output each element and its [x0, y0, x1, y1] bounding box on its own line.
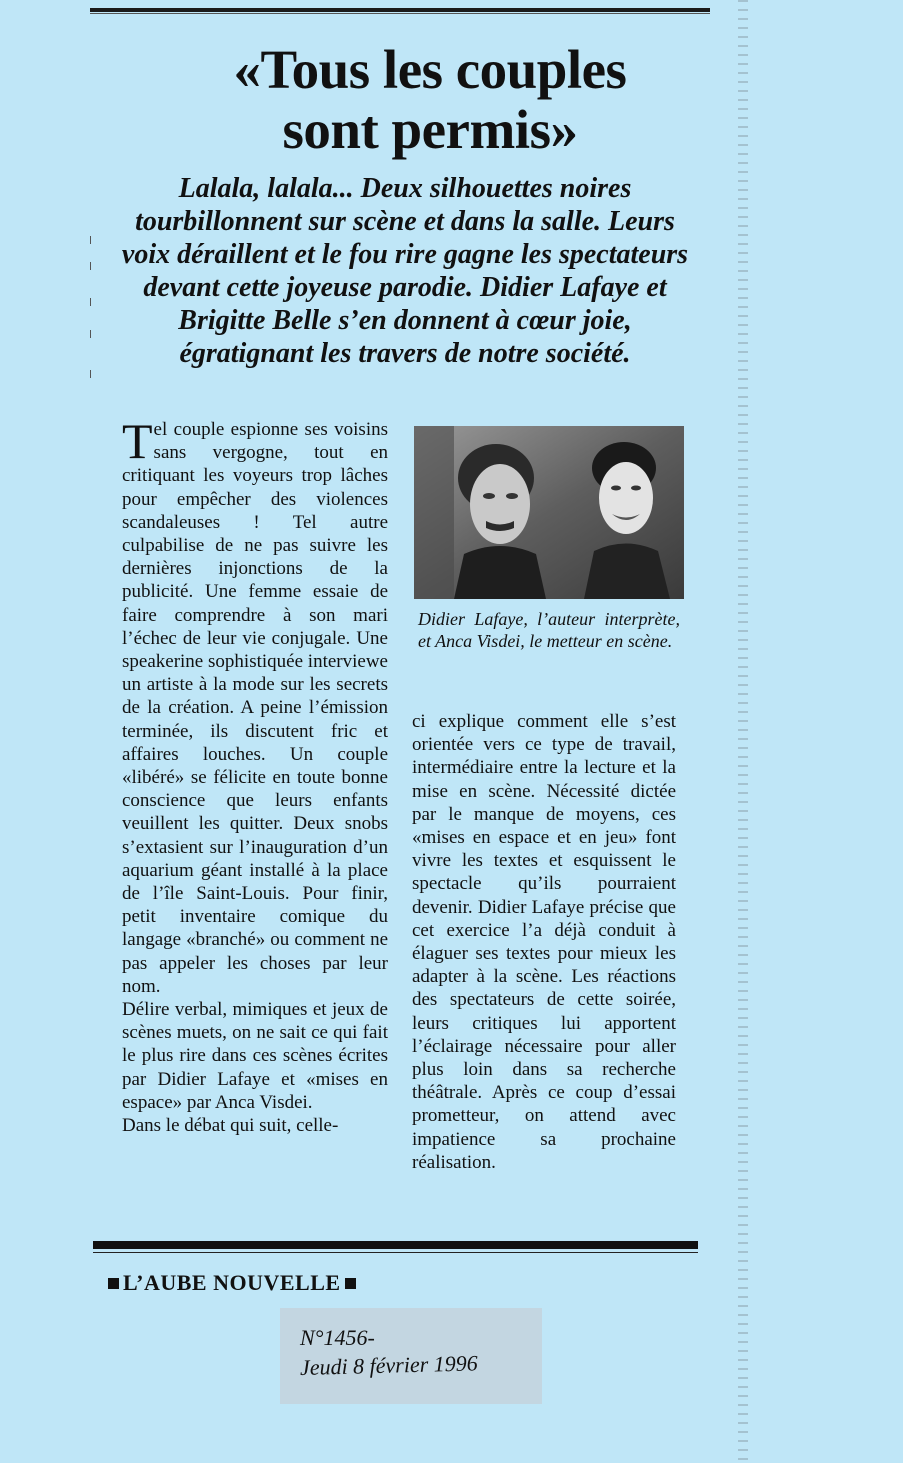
photo [414, 426, 684, 599]
photo-illustration [414, 426, 684, 599]
article-column-right [412, 710, 676, 1174]
paragraph-3: Dans le débat qui suit, celle- [122, 1115, 339, 1137]
top-rule [90, 8, 710, 12]
paragraph-1 [122, 413, 388, 998]
issue-number: N°1456- [300, 1325, 375, 1350]
paragraph-2: Délire verbal, mimiques et jeux de scènes muets, on ne sait ce qui fait le plus rire dans ces scènes écrites par Didier Lafaye et «mises en espace» par Anca Visdei. [122, 999, 388, 1113]
headline-line-2: sont permis» [282, 99, 578, 160]
headline [130, 40, 730, 160]
square-bullet-icon [108, 1278, 119, 1289]
photo-caption: Didier Lafaye, l’auteur interprète, et Anca Visdei, le metteur en scène. [418, 609, 680, 651]
paragraph-4: ci explique comment elle s’est orientée vers ce type de travail, intermédiaire entre la lecture et la mise en scène. Nécessité dictée par le manque de moyens, ces «mises en espace et en jeu» font vivre les textes et esquissent le spectacle qu’ils pourraient devenir. Didier Lafaye précise que cet exercice l’a déjà conduit à élaguer ses textes pour mieux les adapter à la scène. Les réactions des spectateurs de cette soirée, leurs critiques lui apportent l’éclairage nécessaire pour aller plus loin dans sa recherche théâtrale. Après ce coup d’essai prometteur, on attend avec impatience sa prochaine réalisation. [412, 711, 676, 1173]
scan-edge-dots [738, 0, 748, 1463]
bottom-rule-thin [93, 1252, 698, 1253]
article-column-left [122, 413, 388, 1137]
publication-name [104, 1270, 360, 1296]
issue-date: Jeudi 8 février 1996 [299, 1350, 479, 1380]
headline-line-1: «Tous les couples [233, 39, 627, 100]
top-rule-thin [90, 13, 710, 14]
publication-label: L’AUBE NOUVELLE [123, 1270, 341, 1295]
paragraph-1-text: el couple espionne ses voisins sans vergogne, tout en critiquant les voyeurs trop lâches pour empêcher des violences scandaleuses ! Tel autre culpabilise de ne pas suivre les dernières injonctions de la publicité. Une femme essaie de faire comprendre à son mari l’échec de leur vie conjugale. Une speakerine sophistiquée interviewe un artiste à la mode sur les secrets de la création. A peine l’émission terminée, ils discutent fric et affaires louches. Un couple «libéré» se félicite en toute bonne conscience que leurs enfants veuillent les quitter. Deux snobs s’extasient sur l’inauguration d’un aquarium géant installé à la place de l’île Saint-Louis. Pour finir, petit inventaire comique du langage «branché» ou comment ne pas appeler les choses par leur nom. [122, 419, 388, 997]
drop-cap: T [122, 413, 153, 469]
standfirst: Lalala, lalala... Deux silhouettes noires tourbillonnent sur scène et dans la salle. Leurs voix déraillent et le fou rire gagne les spectateurs devant cette joyeuse parodie. Didier Lafaye et Brigitte Belle s’en donnent à cœur joie, égratignant les travers de notre société. [121, 173, 689, 369]
square-bullet-icon [345, 1278, 356, 1289]
bottom-rule [93, 1241, 698, 1249]
